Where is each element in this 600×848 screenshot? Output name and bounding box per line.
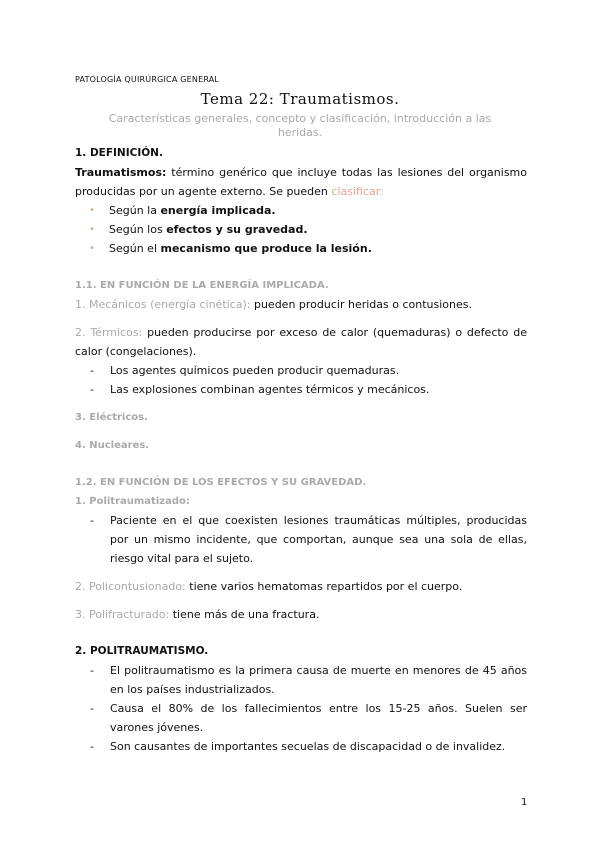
polytrauma-list	[75, 511, 527, 568]
classification-list	[75, 201, 527, 258]
thermal-paragraph: 2. Térmicos: pueden producirse por exceso de calor (quemaduras) o defecto de calor (congelaciones).	[75, 326, 527, 358]
thermal-list	[75, 361, 527, 399]
list-item: • Según la energía implicada.	[89, 201, 527, 220]
page-number: 1	[521, 797, 528, 808]
list-item: - Los agentes químicos pueden producir quemaduras.	[90, 361, 527, 380]
polycontusion-paragraph: 2. Policontusionado: tiene varios hematomas repartidos por el cuerpo.	[75, 580, 463, 593]
list-item: • Según el mecanismo que produce la lesión.	[89, 239, 527, 258]
page-title: Tema 22: Traumatismos.	[200, 90, 400, 108]
list-item: - Paciente en el que coexisten lesiones traumáticas múltiples, producidas por un mismo incidente, que comportan, aunque sea una sola de ellas, riesgo vital para el sujeto.	[90, 511, 527, 568]
list-item: - Las explosiones combinan agentes térmicos y mecánicos.	[90, 380, 527, 399]
list-item: - Causa el 80% de los fallecimientos entre los 15-25 años. Suelen ser varones jóvenes.	[90, 699, 527, 737]
list-item: - El politraumatismo es la primera causa de muerte en menores de 45 años en los países industrializados.	[90, 661, 527, 699]
politraumatismo-list	[75, 661, 527, 756]
polyfracture-paragraph: 3. Polifracturado: tiene más de una fractura.	[75, 608, 320, 621]
section-1-heading: 1. DEFINICIÓN.	[75, 147, 163, 159]
course-header: PATOLOGÍA QUIRÚRGICA GENERAL	[75, 75, 220, 84]
mechanical-paragraph: 1. Mecánicos (energía cinética): pueden producir heridas o contusiones.	[75, 298, 473, 311]
document-body	[75, 144, 527, 756]
classify-link: clasificar:	[331, 185, 384, 198]
list-item: - Son causantes de importantes secuelas de discapacidad o de invalidez.	[90, 737, 527, 756]
list-item: • Según los efectos y su gravedad.	[89, 220, 527, 239]
section-1-2-heading: 1.2. EN FUNCIÓN DE LOS EFECTOS Y SU GRAVEDAD.	[75, 477, 367, 488]
definition-text: término genérico que incluye todas las lesiones del organismo producidas por un agente externo. Se pueden	[75, 166, 527, 198]
definition-term: Traumatismos:	[75, 166, 167, 179]
page-subtitle: Características generales, concepto y clasificación, introducción a las heridas.	[108, 112, 492, 139]
section-1-1-heading: 1.1. EN FUNCIÓN DE LA ENERGÍA IMPLICADA.	[75, 280, 329, 291]
nuclear-heading: 4. Nucleares.	[75, 440, 150, 451]
electrical-heading: 3. Eléctricos.	[75, 412, 148, 423]
section-2-heading: 2. POLITRAUMATISMO.	[75, 645, 209, 657]
definition-paragraph	[75, 163, 527, 201]
polytrauma-label: 1. Politraumatizado:	[75, 496, 190, 507]
